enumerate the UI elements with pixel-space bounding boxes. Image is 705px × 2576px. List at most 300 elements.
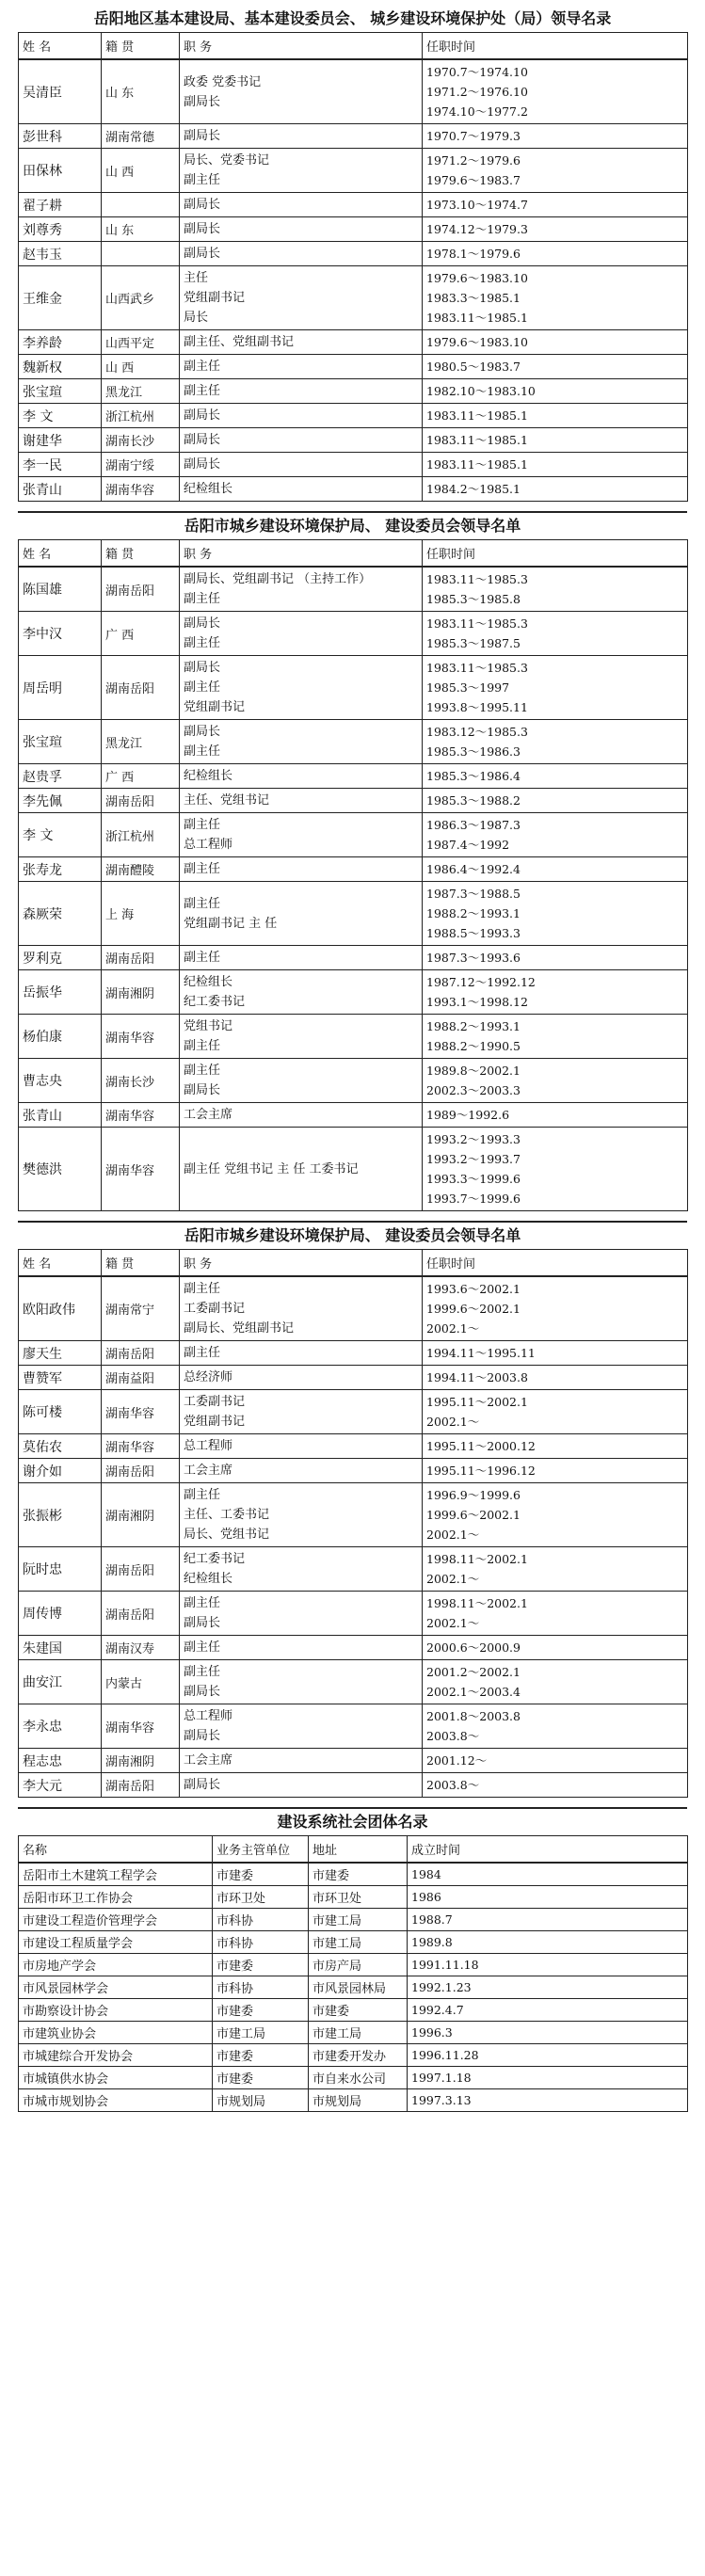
tenure-line: 1993.7～1999.6 bbox=[426, 1192, 521, 1206]
col-header-tenure: 任职时间 bbox=[423, 1250, 688, 1277]
org-address: 市建委开发办 bbox=[309, 2044, 408, 2067]
table-row bbox=[19, 2067, 688, 2089]
person-name: 魏新权 bbox=[19, 355, 102, 379]
position-line: 纪检组长 bbox=[184, 769, 233, 783]
position-cell bbox=[180, 477, 423, 502]
position-line: 党组副书记 bbox=[184, 291, 246, 305]
position-cell bbox=[180, 1128, 423, 1211]
org-name: 岳阳市环卫工作协会 bbox=[19, 1886, 213, 1909]
table-row bbox=[19, 330, 688, 355]
position-cell bbox=[180, 1341, 423, 1366]
table-row bbox=[19, 379, 688, 404]
position-line: 主任 bbox=[184, 271, 209, 285]
tenure-cell bbox=[423, 266, 688, 330]
position-line: 副局长 bbox=[184, 94, 221, 109]
col-header-origin: 籍 贯 bbox=[102, 540, 180, 568]
org-founded: 1986 bbox=[408, 1886, 688, 1909]
tenure-cell bbox=[423, 193, 688, 217]
person-name: 田保林 bbox=[19, 149, 102, 193]
native-place: 湖南益阳 bbox=[102, 1366, 180, 1390]
org-name: 市城市规划协会 bbox=[19, 2089, 213, 2112]
position-line: 主任、党组书记 bbox=[184, 793, 270, 808]
tenure-cell bbox=[423, 1483, 688, 1547]
tenure-line: 1985.3～1986.3 bbox=[426, 744, 521, 759]
org-section bbox=[18, 1807, 687, 2112]
position-cell bbox=[180, 428, 423, 453]
position-line: 副主任 bbox=[184, 1282, 221, 1296]
position-cell bbox=[180, 124, 423, 149]
tenure-line: 1986.3～1987.3 bbox=[426, 818, 521, 832]
position-line: 党组书记 bbox=[184, 1019, 233, 1033]
person-name: 欧阳政伟 bbox=[19, 1276, 102, 1341]
position-cell bbox=[180, 59, 423, 124]
tenure-cell bbox=[423, 217, 688, 242]
org-founded: 1989.8 bbox=[408, 1931, 688, 1954]
position-line: 总工程师 bbox=[184, 838, 233, 852]
table-row bbox=[19, 612, 688, 656]
position-cell bbox=[180, 857, 423, 882]
tenure-line: 1994.11～2003.8 bbox=[426, 1370, 528, 1384]
tenure-line: 1993.2～1993.7 bbox=[426, 1152, 521, 1166]
native-place: 山 东 bbox=[102, 217, 180, 242]
position-line: 纪检组长 bbox=[184, 482, 233, 496]
position-cell bbox=[180, 764, 423, 789]
native-place: 湖南华容 bbox=[102, 477, 180, 502]
org-dept: 市建工局 bbox=[213, 2022, 309, 2044]
tenure-cell bbox=[423, 453, 688, 477]
person-name: 李养龄 bbox=[19, 330, 102, 355]
person-name: 樊德洪 bbox=[19, 1128, 102, 1211]
tenure-cell bbox=[423, 379, 688, 404]
tenure-cell bbox=[423, 330, 688, 355]
position-cell bbox=[180, 656, 423, 720]
tenure-cell bbox=[423, 1434, 688, 1459]
tenure-line: 1987.3～1988.5 bbox=[426, 887, 521, 901]
table-row bbox=[19, 1341, 688, 1366]
org-founded: 1984 bbox=[408, 1863, 688, 1886]
table-row bbox=[19, 857, 688, 882]
position-cell bbox=[180, 217, 423, 242]
native-place: 湖南长沙 bbox=[102, 428, 180, 453]
position-line: 副局长 bbox=[184, 433, 221, 447]
org-name: 市建设工程造价管理学会 bbox=[19, 1909, 213, 1931]
tenure-cell bbox=[423, 1660, 688, 1704]
native-place: 广 西 bbox=[102, 764, 180, 789]
table-row bbox=[19, 59, 688, 124]
position-line: 总经济师 bbox=[184, 1370, 233, 1384]
native-place: 湖南华容 bbox=[102, 1103, 180, 1128]
position-cell bbox=[180, 193, 423, 217]
position-line: 副局长 bbox=[184, 457, 221, 472]
tenure-line: 2002.3～2003.3 bbox=[426, 1083, 521, 1097]
native-place: 广 西 bbox=[102, 612, 180, 656]
native-place: 湖南湘阴 bbox=[102, 1483, 180, 1547]
org-dept: 市科协 bbox=[213, 1909, 309, 1931]
tenure-line: 1982.10～1983.10 bbox=[426, 384, 536, 398]
tenure-cell bbox=[423, 404, 688, 428]
tenure-line: 1987.3～1993.6 bbox=[426, 951, 521, 965]
org-dept: 市科协 bbox=[213, 1931, 309, 1954]
tenure-cell bbox=[423, 1103, 688, 1128]
native-place: 浙江杭州 bbox=[102, 404, 180, 428]
table-row bbox=[19, 217, 688, 242]
person-name: 张青山 bbox=[19, 1103, 102, 1128]
org-address: 市建工局 bbox=[309, 1909, 408, 1931]
table-row bbox=[19, 1976, 688, 1999]
tenure-line: 1994.11～1995.11 bbox=[426, 1346, 536, 1360]
org-section-title: 建设系统社会团体名录 bbox=[277, 1813, 428, 1831]
native-place: 湖南汉寿 bbox=[102, 1636, 180, 1660]
person-name: 彭世科 bbox=[19, 124, 102, 149]
tenure-line: 1995.11～2000.12 bbox=[426, 1439, 536, 1453]
position-line: 总工程师 bbox=[184, 1709, 233, 1723]
col-header-name: 姓 名 bbox=[19, 1250, 102, 1277]
position-line: 副主任 bbox=[184, 951, 221, 965]
table-row bbox=[19, 1749, 688, 1773]
org-name: 市风景园林学会 bbox=[19, 1976, 213, 1999]
tenure-cell bbox=[423, 149, 688, 193]
person-name: 廖天生 bbox=[19, 1341, 102, 1366]
tenure-cell bbox=[423, 789, 688, 813]
tenure-cell bbox=[423, 1390, 688, 1434]
table-row bbox=[19, 1592, 688, 1636]
native-place: 山 东 bbox=[102, 59, 180, 124]
person-name: 李 文 bbox=[19, 813, 102, 857]
native-place: 湖南岳阳 bbox=[102, 1773, 180, 1798]
org-founded: 1992.1.23 bbox=[408, 1976, 688, 1999]
position-cell bbox=[180, 813, 423, 857]
org-address: 市房产局 bbox=[309, 1954, 408, 1976]
tenure-line: 1999.6～2002.1 bbox=[426, 1508, 521, 1522]
native-place: 湖南岳阳 bbox=[102, 946, 180, 970]
table-row bbox=[19, 1999, 688, 2022]
position-cell bbox=[180, 789, 423, 813]
person-name: 翟子耕 bbox=[19, 193, 102, 217]
tenure-line: 1983.11～1985.1 bbox=[426, 457, 528, 472]
tenure-line: 2002.1～2003.4 bbox=[426, 1685, 521, 1699]
position-line: 副主任 bbox=[184, 818, 221, 832]
native-place: 湖南湘阴 bbox=[102, 970, 180, 1015]
tenure-line: 2002.1～ bbox=[426, 1528, 480, 1542]
position-cell bbox=[180, 1276, 423, 1341]
native-place: 湖南华容 bbox=[102, 1128, 180, 1211]
tenure-line: 1974.10～1977.2 bbox=[426, 104, 528, 119]
col-header-position: 职 务 bbox=[180, 33, 423, 60]
person-name: 曹志央 bbox=[19, 1059, 102, 1103]
table-row bbox=[19, 1954, 688, 1976]
leader-table bbox=[18, 32, 688, 502]
org-dept: 市建委 bbox=[213, 2044, 309, 2067]
person-name: 张宝瑄 bbox=[19, 379, 102, 404]
table-row bbox=[19, 242, 688, 266]
tenure-line: 1989～1992.6 bbox=[426, 1108, 510, 1122]
table-row bbox=[19, 266, 688, 330]
tenure-cell bbox=[423, 567, 688, 612]
position-line: 纪工委书记 bbox=[184, 995, 246, 1009]
person-name: 赵韦玉 bbox=[19, 242, 102, 266]
position-line: 副局长 bbox=[184, 1685, 221, 1699]
tenure-line: 1979.6～1983.10 bbox=[426, 335, 528, 349]
tenure-line: 1973.10～1974.7 bbox=[426, 198, 528, 212]
position-cell bbox=[180, 1749, 423, 1773]
tenure-cell bbox=[423, 59, 688, 124]
tenure-cell bbox=[423, 242, 688, 266]
tenure-line: 1979.6～1983.10 bbox=[426, 271, 528, 285]
tenure-line: 1970.7～1974.10 bbox=[426, 65, 528, 79]
position-line: 副局长 bbox=[184, 198, 221, 212]
leader-table bbox=[18, 1249, 688, 1798]
tenure-cell bbox=[423, 124, 688, 149]
tenure-cell bbox=[423, 970, 688, 1015]
tenure-line: 2001.2～2002.1 bbox=[426, 1665, 521, 1679]
tenure-cell bbox=[423, 1128, 688, 1211]
tenure-line: 1999.6～2002.1 bbox=[426, 1302, 521, 1316]
tenure-line: 1995.11～1996.12 bbox=[426, 1464, 536, 1478]
org-address: 市自来水公司 bbox=[309, 2067, 408, 2089]
org-dept: 市建委 bbox=[213, 1999, 309, 2022]
tenure-line: 2002.1～ bbox=[426, 1415, 480, 1429]
tenure-line: 1989.8～2002.1 bbox=[426, 1064, 521, 1078]
position-line: 副主任 bbox=[184, 1640, 221, 1655]
tenure-line: 1986.4～1992.4 bbox=[426, 862, 521, 876]
org-table bbox=[18, 1835, 688, 2112]
tenure-line: 1971.2～1976.10 bbox=[426, 85, 528, 99]
col-header-position: 职 务 bbox=[180, 540, 423, 568]
tenure-line: 1970.7～1979.3 bbox=[426, 129, 521, 143]
tenure-cell bbox=[423, 813, 688, 857]
col-header-name: 姓 名 bbox=[19, 540, 102, 568]
table-row bbox=[19, 2089, 688, 2112]
org-address: 市环卫处 bbox=[309, 1886, 408, 1909]
leader-section bbox=[18, 6, 687, 502]
tenure-cell bbox=[423, 612, 688, 656]
native-place: 湖南岳阳 bbox=[102, 656, 180, 720]
position-line: 副主任 bbox=[184, 1665, 221, 1679]
tenure-line: 1985.3～1988.2 bbox=[426, 793, 521, 808]
position-line: 局长、党委书记 bbox=[184, 153, 270, 168]
table-row bbox=[19, 1909, 688, 1931]
org-founded: 1991.11.18 bbox=[408, 1954, 688, 1976]
native-place: 湖南华容 bbox=[102, 1704, 180, 1749]
org-founded: 1996.11.28 bbox=[408, 2044, 688, 2067]
person-name: 李中汉 bbox=[19, 612, 102, 656]
native-place: 上 海 bbox=[102, 882, 180, 946]
org-dept: 市建委 bbox=[213, 1954, 309, 1976]
position-line: 副主任 bbox=[184, 680, 221, 695]
tenure-line: 1988.2～1993.1 bbox=[426, 1019, 521, 1033]
native-place: 湖南岳阳 bbox=[102, 1341, 180, 1366]
tenure-cell bbox=[423, 946, 688, 970]
position-line: 政委 党委书记 bbox=[184, 74, 262, 89]
table-row bbox=[19, 789, 688, 813]
tenure-line: 2003.8～ bbox=[426, 1778, 480, 1792]
person-name: 张宝瑄 bbox=[19, 720, 102, 764]
table-row bbox=[19, 764, 688, 789]
position-line: 副局长 bbox=[184, 129, 221, 143]
position-cell bbox=[180, 1103, 423, 1128]
person-name: 张寿龙 bbox=[19, 857, 102, 882]
table-row bbox=[19, 453, 688, 477]
native-place: 内蒙古 bbox=[102, 1660, 180, 1704]
tenure-line: 1978.1～1979.6 bbox=[426, 247, 521, 261]
position-line: 副主任 bbox=[184, 896, 221, 911]
col-header-dept: 业务主管单位 bbox=[213, 1836, 309, 1864]
person-name: 周传博 bbox=[19, 1592, 102, 1636]
table-row bbox=[19, 946, 688, 970]
tenure-line: 1983.3～1985.1 bbox=[426, 291, 521, 305]
tenure-cell bbox=[423, 1636, 688, 1660]
table-row bbox=[19, 656, 688, 720]
native-place bbox=[102, 193, 180, 217]
tenure-line: 1985.3～1997 bbox=[426, 680, 510, 695]
person-name: 岳振华 bbox=[19, 970, 102, 1015]
native-place: 湖南岳阳 bbox=[102, 1592, 180, 1636]
person-name: 曲安江 bbox=[19, 1660, 102, 1704]
tenure-cell bbox=[423, 1059, 688, 1103]
col-header-origin: 籍 贯 bbox=[102, 1250, 180, 1277]
native-place: 山 西 bbox=[102, 149, 180, 193]
tenure-line: 2000.6～2000.9 bbox=[426, 1640, 521, 1655]
position-cell bbox=[180, 720, 423, 764]
col-header-position: 职 务 bbox=[180, 1250, 423, 1277]
person-name: 杨伯康 bbox=[19, 1015, 102, 1059]
position-line: 纪检组长 bbox=[184, 1572, 233, 1586]
position-cell bbox=[180, 1390, 423, 1434]
position-line: 工会主席 bbox=[184, 1753, 233, 1768]
position-cell bbox=[180, 1592, 423, 1636]
org-name: 市勘察设计协会 bbox=[19, 1999, 213, 2022]
tenure-cell bbox=[423, 1547, 688, 1592]
tenure-line: 1983.11～1985.3 bbox=[426, 572, 528, 586]
native-place: 山 西 bbox=[102, 355, 180, 379]
table-row bbox=[19, 1103, 688, 1128]
tenure-line: 1988.2～1990.5 bbox=[426, 1039, 521, 1053]
native-place: 湖南岳阳 bbox=[102, 789, 180, 813]
position-line: 副主任 bbox=[184, 384, 221, 398]
position-line: 副主任 bbox=[184, 1596, 221, 1610]
position-line: 副主任 bbox=[184, 1039, 221, 1053]
tenure-line: 1983.11～1985.1 bbox=[426, 311, 528, 325]
position-cell bbox=[180, 970, 423, 1015]
tenure-line: 1983.11～1985.1 bbox=[426, 408, 528, 423]
tenure-cell bbox=[423, 656, 688, 720]
native-place: 湖南常宁 bbox=[102, 1276, 180, 1341]
position-line: 副局长 bbox=[184, 1616, 221, 1630]
table-row bbox=[19, 1390, 688, 1434]
tenure-cell bbox=[423, 1592, 688, 1636]
org-name: 市建筑业协会 bbox=[19, 2022, 213, 2044]
tenure-line: 1984.2～1985.1 bbox=[426, 482, 521, 496]
tenure-line: 1987.12～1992.12 bbox=[426, 975, 536, 989]
tenure-line: 2002.1～ bbox=[426, 1616, 480, 1630]
native-place: 湖南华容 bbox=[102, 1434, 180, 1459]
native-place: 黑龙江 bbox=[102, 720, 180, 764]
position-cell bbox=[180, 1773, 423, 1798]
position-line: 局长 bbox=[184, 311, 209, 325]
org-founded: 1997.1.18 bbox=[408, 2067, 688, 2089]
table-row bbox=[19, 1931, 688, 1954]
table-row bbox=[19, 882, 688, 946]
section-title: 岳阳市城乡建设环境保护局、 建设委员会领导名单 bbox=[184, 1226, 521, 1244]
org-dept: 市环卫处 bbox=[213, 1886, 309, 1909]
position-cell bbox=[180, 330, 423, 355]
person-name: 陈可楼 bbox=[19, 1390, 102, 1434]
position-line: 副主任 bbox=[184, 862, 221, 876]
org-founded: 1988.7 bbox=[408, 1909, 688, 1931]
position-line: 副主任 bbox=[184, 592, 221, 606]
position-cell bbox=[180, 355, 423, 379]
table-row bbox=[19, 1366, 688, 1390]
tenure-cell bbox=[423, 720, 688, 764]
position-cell bbox=[180, 1547, 423, 1592]
tenure-line: 1985.3～1986.4 bbox=[426, 769, 521, 783]
table-row bbox=[19, 1636, 688, 1660]
table-row bbox=[19, 1434, 688, 1459]
table-row bbox=[19, 813, 688, 857]
table-row bbox=[19, 1483, 688, 1547]
table-row bbox=[19, 1886, 688, 1909]
tenure-line: 1979.6～1983.7 bbox=[426, 173, 521, 187]
position-cell bbox=[180, 1636, 423, 1660]
person-name: 程志忠 bbox=[19, 1749, 102, 1773]
table-row bbox=[19, 1547, 688, 1592]
org-name: 市城镇供水协会 bbox=[19, 2067, 213, 2089]
tenure-cell bbox=[423, 857, 688, 882]
native-place: 山西平定 bbox=[102, 330, 180, 355]
tenure-line: 1998.11～2002.1 bbox=[426, 1596, 528, 1610]
org-founded: 1992.4.7 bbox=[408, 1999, 688, 2022]
tenure-line: 1985.3～1985.8 bbox=[426, 592, 521, 606]
position-line: 总工程师 bbox=[184, 1439, 233, 1453]
position-line: 工会主席 bbox=[184, 1464, 233, 1478]
position-cell bbox=[180, 149, 423, 193]
org-name: 市城建综合开发协会 bbox=[19, 2044, 213, 2067]
position-line: 工会主席 bbox=[184, 1108, 233, 1122]
position-line: 副局长 bbox=[184, 222, 221, 236]
org-address: 市建委 bbox=[309, 1999, 408, 2022]
position-line: 副局长 bbox=[184, 616, 221, 631]
position-cell bbox=[180, 242, 423, 266]
position-line: 局长、党组书记 bbox=[184, 1528, 270, 1542]
tenure-cell bbox=[423, 1366, 688, 1390]
position-line: 副局长 bbox=[184, 1778, 221, 1792]
person-name: 张振彬 bbox=[19, 1483, 102, 1547]
col-header-founded: 成立时间 bbox=[408, 1836, 688, 1864]
tenure-line: 1987.4～1992 bbox=[426, 838, 510, 852]
position-cell bbox=[180, 882, 423, 946]
col-header-tenure: 任职时间 bbox=[423, 33, 688, 60]
table-row bbox=[19, 1059, 688, 1103]
position-line: 党组副书记 bbox=[184, 1415, 246, 1429]
person-name: 谢介如 bbox=[19, 1459, 102, 1483]
person-name: 罗利克 bbox=[19, 946, 102, 970]
position-cell bbox=[180, 946, 423, 970]
org-address: 市建工局 bbox=[309, 1931, 408, 1954]
native-place: 山西武乡 bbox=[102, 266, 180, 330]
position-line: 副主任 bbox=[184, 636, 221, 650]
position-line: 副主任 bbox=[184, 360, 221, 374]
org-address: 市规划局 bbox=[309, 2089, 408, 2112]
org-dept: 市建委 bbox=[213, 1863, 309, 1886]
position-cell bbox=[180, 1660, 423, 1704]
position-line: 副主任 bbox=[184, 1488, 221, 1502]
col-header-name: 名称 bbox=[19, 1836, 213, 1864]
native-place: 湖南岳阳 bbox=[102, 1459, 180, 1483]
tenure-cell bbox=[423, 1341, 688, 1366]
tenure-line: 2003.8～ bbox=[426, 1729, 480, 1743]
position-cell bbox=[180, 1434, 423, 1459]
position-line: 工委副书记 bbox=[184, 1395, 246, 1409]
